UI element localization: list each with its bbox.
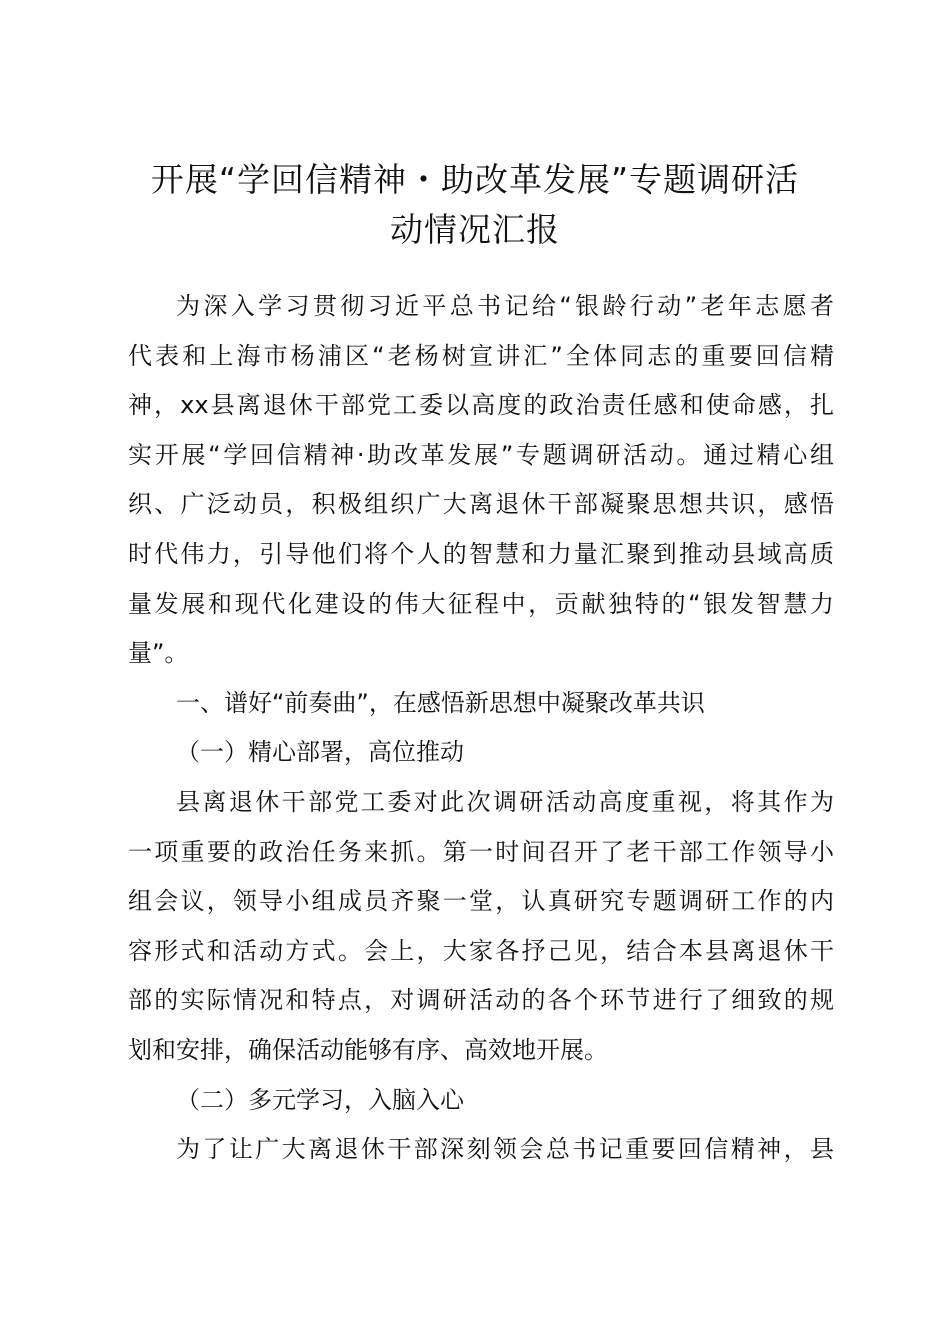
document-title xyxy=(118,156,832,255)
paragraph-line: 为了让广大离退休干部深刻领会总书记重要回信精神，县 xyxy=(176,1135,834,1164)
paragraph-line: 时代伟力，引导他们将个人的智慧和力量汇聚到推动县域高质 xyxy=(128,539,834,568)
subsection-heading: （一）精心部署，高位推动 xyxy=(176,738,464,767)
section-heading: 一、谱好“前奏曲”，在感悟新思想中凝聚改革共识 xyxy=(176,688,705,717)
paragraph-line: 代表和上海市杨浦区“老杨树宣讲汇”全体同志的重要回信精 xyxy=(128,341,834,370)
document-body xyxy=(128,282,834,1175)
paragraph-line: 织、广泛动员，积极组织广大离退休干部凝聚思想共识，感悟 xyxy=(128,490,834,519)
paragraph-line: 为深入学习贯彻习近平总书记给“银龄行动”老年志愿者 xyxy=(176,292,834,320)
paragraph-line: 神，xx县离退休干部党工委以高度的政治责任感和使命感，扎 xyxy=(128,391,834,420)
paragraph-line: 一项重要的政治任务来抓。第一时间召开了老干部工作领导小 xyxy=(128,837,834,866)
paragraph-line: 实开展“学回信精神·助改革发展”专题调研活动。通过精心组 xyxy=(128,440,834,469)
paragraph-line: 量发展和现代化建设的伟大征程中，贡献独特的“银发智慧力 xyxy=(128,589,834,618)
paragraph-line: 量”。 xyxy=(128,639,189,668)
title-line-2: 动情况汇报 xyxy=(390,209,560,249)
paragraph-line: 部的实际情况和特点，对调研活动的各个环节进行了细致的规 xyxy=(128,986,834,1015)
title-line-1: 开展“学回信精神・助改革发展”专题调研活 xyxy=(150,160,800,199)
paragraph-line: 县离退休干部党工委对此次调研活动高度重视，将其作为 xyxy=(176,787,834,816)
paragraph-line: 组会议，领导小组成员齐聚一堂，认真研究专题调研工作的内 xyxy=(128,887,834,916)
paragraph-line: 划和安排，确保活动能够有序、高效地开展。 xyxy=(128,1035,608,1064)
subsection-heading: （二）多元学习，入脑入心 xyxy=(176,1085,464,1114)
paragraph-line: 容形式和活动方式。会上，大家各抒己见，结合本县离退休干 xyxy=(128,936,834,965)
